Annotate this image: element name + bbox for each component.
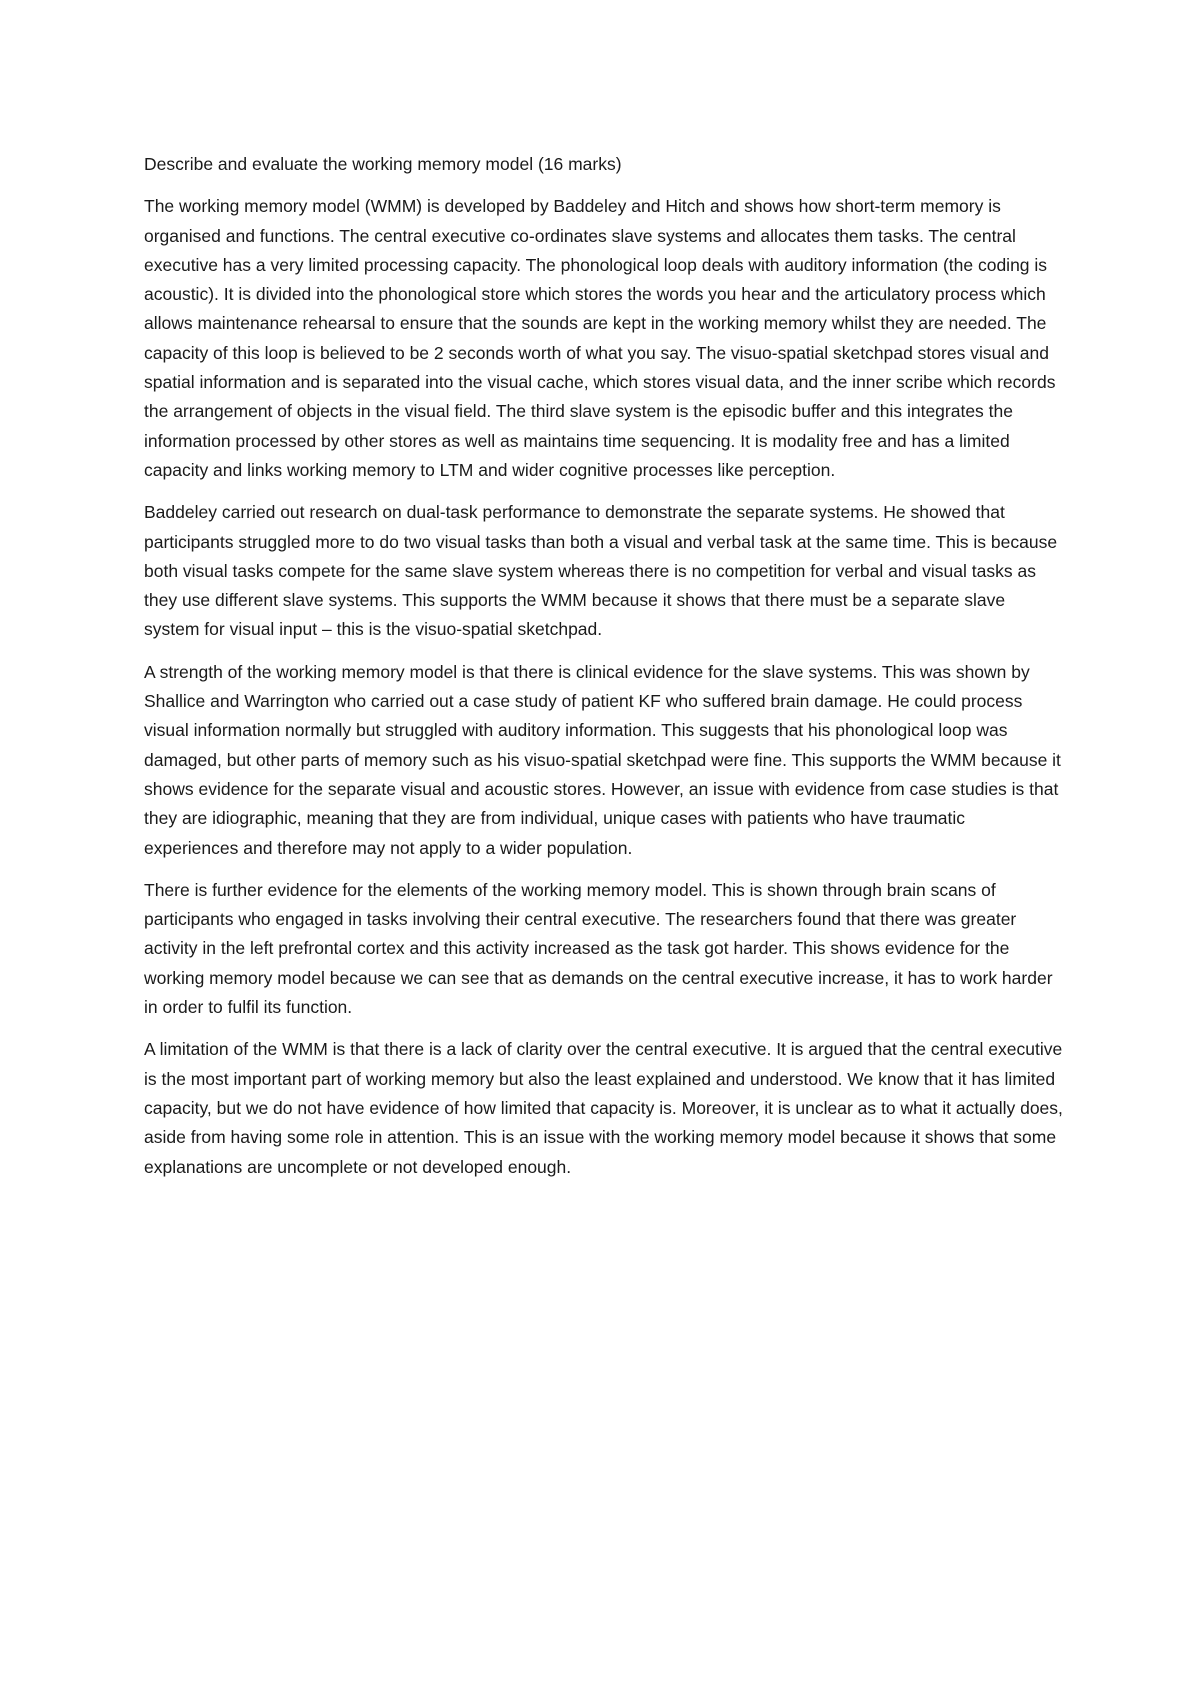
paragraph-dual-task-research: Baddeley carried out research on dual-task performance to demonstrate the separate systems. He showed that participants struggled more to do two visual tasks than both a visual and verbal task at the same time. This is because both visual tasks compete for the same slave system whereas there is no competition for verbal and visual tasks as they use different slave systems. This supports the WMM because it shows that there must be a separate slave system for visual input – this is the visuo-spatial sketchpad. <box>144 502 1058 640</box>
document-title: Describe and evaluate the working memory model (16 marks) <box>144 154 622 174</box>
paragraph-description: The working memory model (WMM) is developed by Baddeley and Hitch and shows how short-term memory is organised and functions. The central executive co-ordinates slave systems and allocates them tasks. The central executive has a very limited processing capacity. The phonological loop deals with auditory information (the coding is acoustic). It is divided into the phonological store which stores the words you hear and the articulatory process which allows maintenance rehearsal to ensure that the sounds are kept in the working memory whilst they are needed. The capacity of this loop is believed to be 2 seconds worth of what you say. The visuo-spatial sketchpad stores visual and spatial information and is separated into the visual cache, which stores visual data, and the inner scribe which records the arrangement of objects in the visual field. The third slave system is the episodic buffer and this integrates the information processed by other stores as well as maintains time sequencing. It is modality free and has a limited capacity and links working memory to LTM and wider cognitive processes like perception. <box>144 196 1056 480</box>
paragraph-clinical-evidence: A strength of the working memory model is that there is clinical evidence for the slave systems. This was shown by Shallice and Warrington who carried out a case study of patient KF who suffered brain damage. He could process visual information normally but struggled with auditory information. This suggests that his phonological loop was damaged, but other parts of memory such as his visuo-spatial sketchpad were fine. This supports the WMM because it shows evidence for the separate visual and acoustic stores. However, an issue with evidence from case studies is that they are idiographic, meaning that they are from individual, unique cases with patients who have traumatic experiences and therefore may not apply to a wider population. <box>144 661 1061 858</box>
document-body <box>144 150 1064 1195</box>
paragraph-limitation: A limitation of the WMM is that there is a lack of clarity over the central executive. It is argued that the central executive is the most important part of working memory but also the least explained and understood. We know that it has limited capacity, but we do not have evidence of how limited that capacity is. Moreover, it is unclear as to what it actually does, aside from having some role in attention. This is an issue with the working memory model because it shows that some explanations are uncomplete or not developed enough. <box>144 1039 1063 1177</box>
paragraph-brain-scan-evidence: There is further evidence for the elements of the working memory model. This is shown through brain scans of participants who engaged in tasks involving their central executive. The researchers found that there was greater activity in the left prefrontal cortex and this activity increased as the task got harder. This shows evidence for the working memory model because we can see that as demands on the central executive increase, it has to work harder in order to fulfil its function. <box>144 879 1053 1018</box>
